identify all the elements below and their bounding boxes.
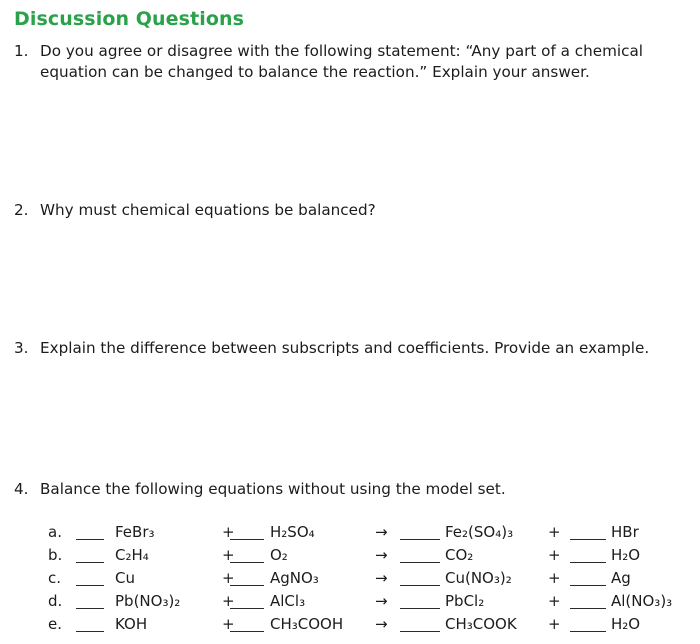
coefficient-blank[interactable] <box>400 631 440 632</box>
question-text: Do you agree or disagree with the following statement: “Any part of a chemical equation can be changed to balance the reaction.” Explain your answer. <box>40 42 643 81</box>
question-1 <box>14 41 684 83</box>
plus-sign: + <box>222 592 235 610</box>
plus-sign: + <box>548 592 561 610</box>
coefficient-blank[interactable] <box>400 539 440 540</box>
arrow-icon: → <box>375 569 388 587</box>
product-1: Cu(NO₃)₂ <box>445 569 512 587</box>
product-2: H₂O <box>611 615 641 633</box>
equation-letter: c. <box>48 569 62 587</box>
equation-row <box>0 613 700 635</box>
coefficient-blank[interactable] <box>76 608 104 609</box>
plus-sign: + <box>222 546 235 564</box>
equation-row <box>0 544 700 566</box>
reactant-2: AlCl₃ <box>270 592 306 610</box>
arrow-icon: → <box>375 615 388 633</box>
reactant-1: KOH <box>115 615 148 633</box>
plus-sign: + <box>548 569 561 587</box>
coefficient-blank[interactable] <box>76 585 104 586</box>
reactant-1: FeBr₃ <box>115 523 155 541</box>
plus-sign: + <box>222 523 235 541</box>
arrow-icon: → <box>375 523 388 541</box>
coefficient-blank[interactable] <box>400 585 440 586</box>
product-2: Ag <box>611 569 631 587</box>
coefficient-blank[interactable] <box>230 585 264 586</box>
equation-letter: d. <box>48 592 63 610</box>
question-text: Explain the difference between subscripts and coefficients. Provide an example. <box>40 339 650 357</box>
question-number: 1. <box>14 42 29 60</box>
product-1: PbCl₂ <box>445 592 485 610</box>
plus-sign: + <box>548 523 561 541</box>
coefficient-blank[interactable] <box>230 562 264 563</box>
plus-sign: + <box>222 569 235 587</box>
plus-sign: + <box>222 615 235 633</box>
product-2: HBr <box>611 523 639 541</box>
question-number: 2. <box>14 201 29 219</box>
equation-row <box>0 521 700 543</box>
coefficient-blank[interactable] <box>76 539 104 540</box>
product-2: Al(NO₃)₃ <box>611 592 673 610</box>
reactant-1: Cu <box>115 569 135 587</box>
product-1: CO₂ <box>445 546 474 564</box>
coefficient-blank[interactable] <box>400 562 440 563</box>
product-2: H₂O <box>611 546 641 564</box>
equation-row <box>0 590 700 612</box>
equation-letter: e. <box>48 615 62 633</box>
coefficient-blank[interactable] <box>570 631 606 632</box>
coefficient-blank[interactable] <box>76 562 104 563</box>
question-number: 4. <box>14 480 29 498</box>
equation-letter: b. <box>48 546 63 564</box>
coefficient-blank[interactable] <box>570 608 606 609</box>
question-number: 3. <box>14 339 29 357</box>
coefficient-blank[interactable] <box>570 585 606 586</box>
coefficient-blank[interactable] <box>570 539 606 540</box>
reactant-2: O₂ <box>270 546 288 564</box>
equation-row <box>0 567 700 589</box>
arrow-icon: → <box>375 546 388 564</box>
equation-letter: a. <box>48 523 62 541</box>
question-3 <box>14 338 684 359</box>
question-text: Why must chemical equations be balanced? <box>40 201 376 219</box>
product-1: Fe₂(SO₄)₃ <box>445 523 514 541</box>
coefficient-blank[interactable] <box>230 539 264 540</box>
coefficient-blank[interactable] <box>400 608 440 609</box>
question-4 <box>14 479 684 500</box>
coefficient-blank[interactable] <box>76 631 104 632</box>
coefficient-blank[interactable] <box>570 562 606 563</box>
reactant-2: H₂SO₄ <box>270 523 315 541</box>
section-heading: Discussion Questions <box>14 8 245 30</box>
question-2 <box>14 200 684 221</box>
product-1: CH₃COOK <box>445 615 517 633</box>
reactant-1: Pb(NO₃)₂ <box>115 592 181 610</box>
question-text: Balance the following equations without using the model set. <box>40 480 506 498</box>
reactant-2: AgNO₃ <box>270 569 319 587</box>
arrow-icon: → <box>375 592 388 610</box>
coefficient-blank[interactable] <box>230 631 264 632</box>
plus-sign: + <box>548 615 561 633</box>
coefficient-blank[interactable] <box>230 608 264 609</box>
reactant-1: C₂H₄ <box>115 546 149 564</box>
plus-sign: + <box>548 546 561 564</box>
reactant-2: CH₃COOH <box>270 615 344 633</box>
